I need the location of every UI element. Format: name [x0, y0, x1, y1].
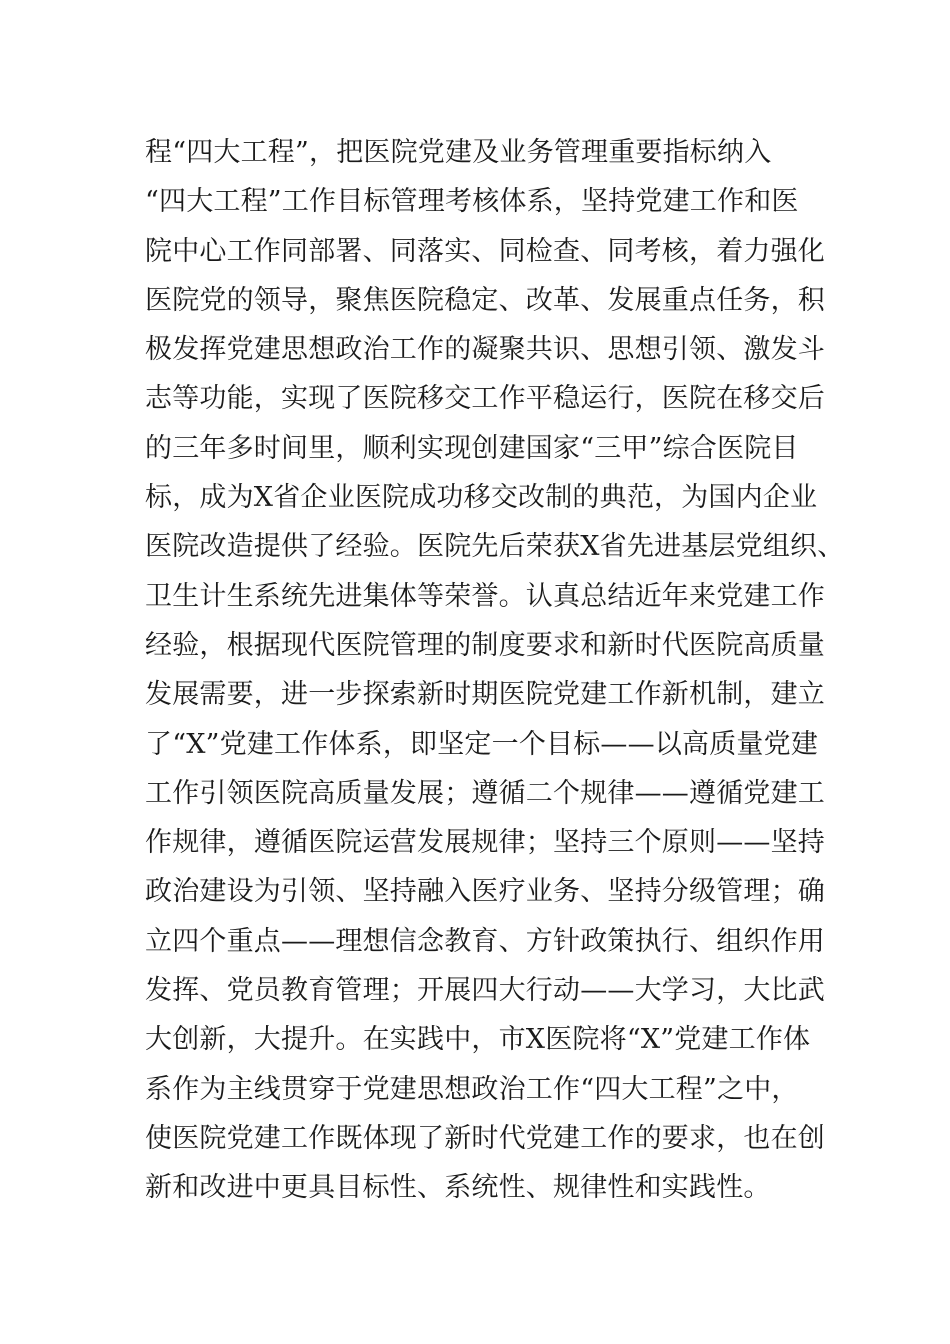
paragraph-line: 系作为主线贯穿于党建思想政治工作“四大工程”之中，: [145, 1073, 799, 1105]
paragraph-line: 作规律，遵循医院运营发展规律；坚持三个原则——坚持: [145, 827, 825, 859]
paragraph-line: 了“X”党建工作体系，即坚定一个目标——以高质量党建: [145, 728, 819, 760]
body-paragraph: [145, 128, 845, 1213]
paragraph-line: 工作引领医院高质量发展；遵循二个规律——遵循党建工: [145, 777, 825, 809]
paragraph-line: 医院改造提供了经验。医院先后荣获X省先进基层党组织、: [145, 531, 845, 563]
paragraph-line: 新和改进中更具目标性、系统性、规律性和实践性。: [145, 1172, 771, 1204]
paragraph-line: 经验，根据现代医院管理的制度要求和新时代医院高质量: [145, 629, 825, 661]
paragraph-line: 的三年多时间里，顺利实现创建国家“三甲”综合医院目: [145, 432, 799, 464]
paragraph-line: 程“四大工程”，把医院党建及业务管理重要指标纳入: [145, 137, 772, 168]
paragraph-line: 使医院党建工作既体现了新时代党建工作的要求，也在创: [145, 1122, 825, 1154]
paragraph-line: 发挥、党员教育管理；开展四大行动——大学习，大比武: [145, 975, 825, 1007]
paragraph-line: “四大工程”工作目标管理考核体系，坚持党建工作和医: [145, 186, 799, 218]
paragraph-line: 发展需要，进一步探索新时期医院党建工作新机制，建立: [145, 679, 825, 711]
paragraph-line: 院中心工作同部署、同落实、同检查、同考核，着力强化: [145, 235, 825, 267]
paragraph-line: 卫生计生系统先进集体等荣誉。认真总结近年来党建工作: [145, 580, 825, 612]
paragraph-line: 标，成为X省企业医院成功移交改制的典范，为国内企业: [145, 482, 818, 514]
paragraph-line: 医院党的领导，聚焦医院稳定、改革、发展重点任务，积: [145, 284, 825, 316]
paragraph-line: 志等功能，实现了医院移交工作平稳运行，医院在移交后: [145, 383, 825, 415]
paragraph-line: 立四个重点——理想信念教育、方针政策执行、组织作用: [145, 925, 825, 957]
paragraph-line: 大创新，大提升。在实践中，市X医院将“X”党建工作体: [145, 1024, 811, 1056]
paragraph-line: 政治建设为引领、坚持融入医疗业务、坚持分级管理；确: [145, 876, 825, 908]
paragraph-line: 极发挥党建思想政治工作的凝聚共识、思想引领、激发斗: [145, 334, 825, 366]
